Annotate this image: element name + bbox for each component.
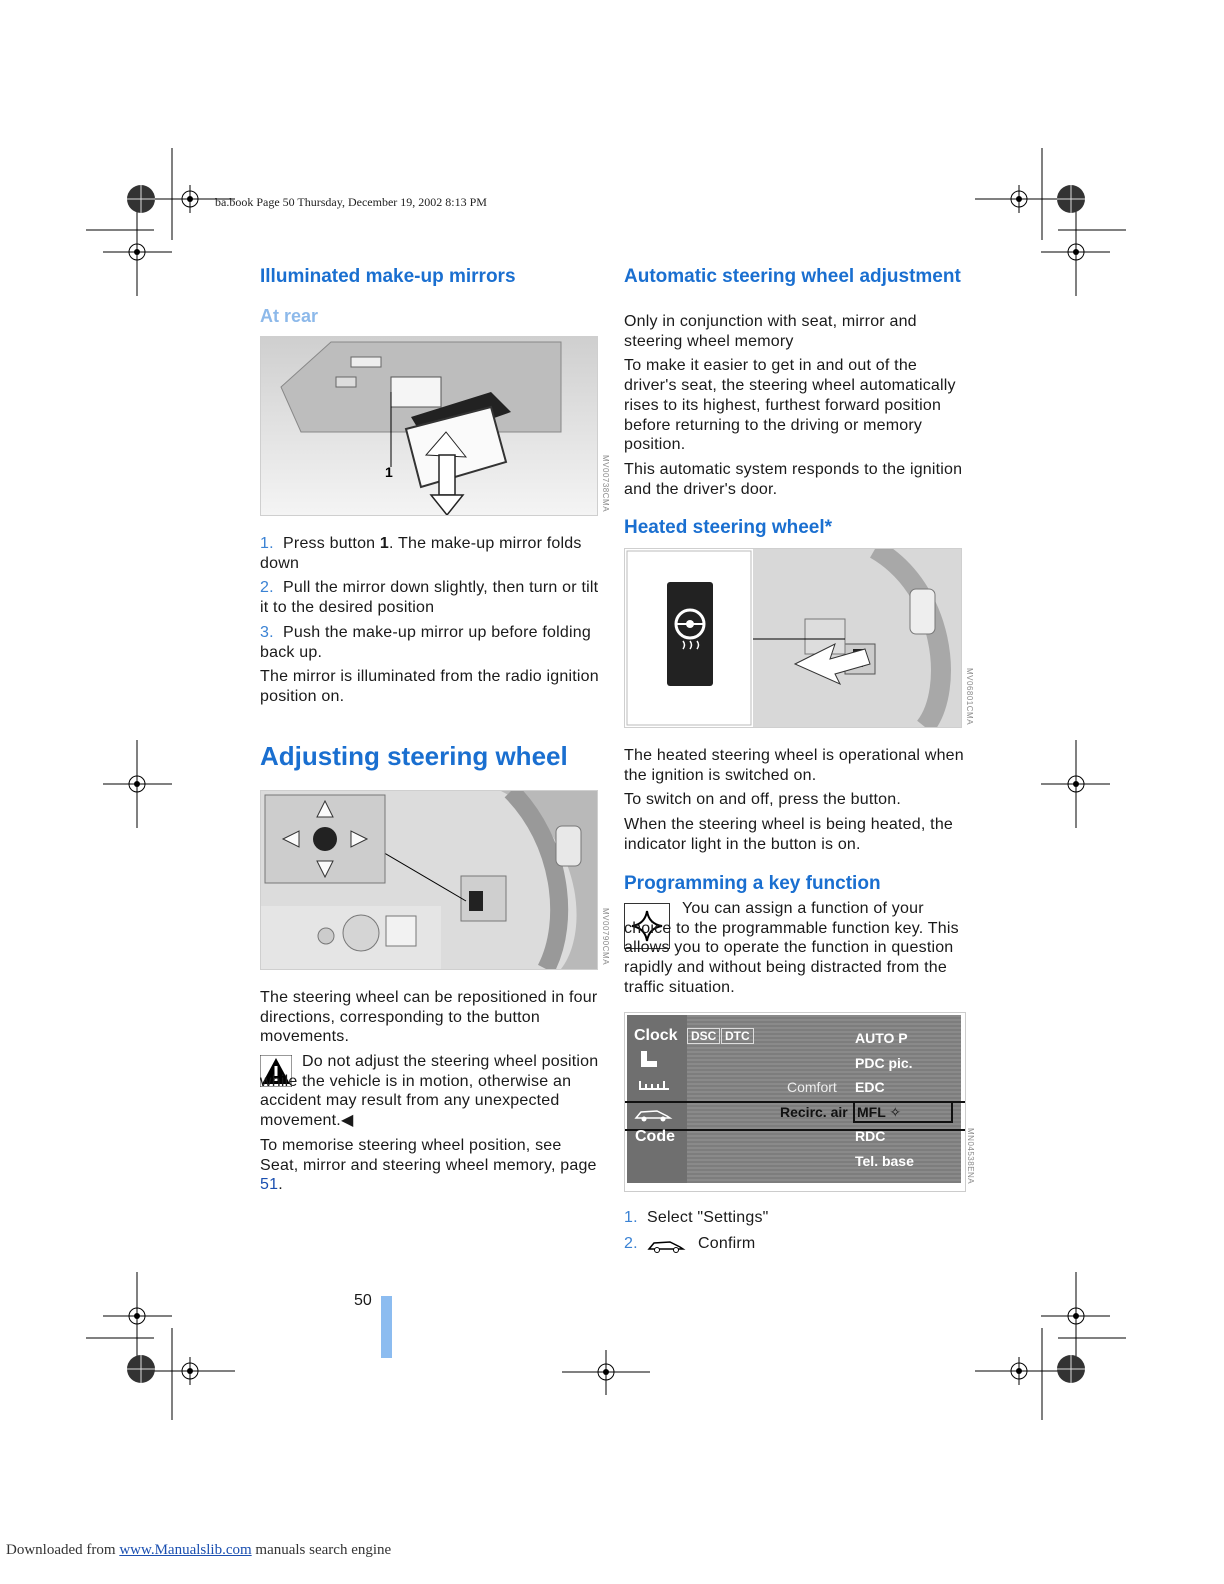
screen-auto-p[interactable]: AUTO P (855, 1030, 908, 1046)
download-footer (6, 1542, 391, 1559)
screen-mfl-label: MFL (857, 1104, 886, 1120)
settings-step-2 (624, 1234, 638, 1254)
screen-mfl[interactable] (853, 1101, 953, 1123)
screen-tel[interactable]: Tel. base (855, 1153, 914, 1169)
steering-illustration (261, 791, 597, 969)
steering-text: The steering wheel can be repositioned in four directions, corresponding to the button movements. (260, 989, 598, 1046)
memorise-post: . (278, 1176, 283, 1194)
step-number: 1. (624, 1209, 638, 1226)
settings-screen-figure (624, 1012, 966, 1192)
warning-body: Do not adjust the steering wheel position while the vehicle is in motion, otherwise an accident may result from any unexpected movement. (260, 1053, 599, 1130)
warning-text (260, 1052, 600, 1131)
screen-figure-code: MN04538ENA (966, 1128, 975, 1185)
memorise-text (260, 1136, 600, 1195)
print-header: ba.book Page 50 Thursday, December 19, 2002 8:13 PM (215, 195, 487, 209)
step-number: 1. (260, 535, 274, 552)
car-icon[interactable] (633, 1105, 673, 1123)
page-tab-bar (381, 1296, 392, 1358)
heated-p2: To switch on and off, press the button. (624, 791, 902, 809)
screen-pdc[interactable]: PDC pic. (855, 1055, 913, 1071)
footer-link[interactable]: www.Manualslib.com (119, 1542, 252, 1558)
page-link[interactable]: 51 (260, 1176, 279, 1194)
page-number: 50 (354, 1292, 372, 1309)
heated-text (624, 746, 964, 855)
screen-edc[interactable]: EDC (855, 1079, 885, 1095)
mfl-star-icon: ✧ (889, 1104, 902, 1120)
mirror-steps (260, 534, 600, 707)
auto-p2: To make it easier to get in and out of the driver's seat, the steering wheel automatically rises to its highest, furthest forward position before returning to the driving or memory position. (624, 357, 956, 454)
step-text-post: . The make-up mirror folds down (260, 535, 582, 572)
step-number: 2. (260, 579, 274, 597)
auto-p3: This automatic system responds to the ignition and the driver's door. (624, 460, 963, 498)
mirror-illustration (261, 337, 597, 515)
heated-figure (624, 548, 962, 728)
mirror-figure (260, 336, 598, 516)
end-mark: ◀ (340, 1112, 354, 1130)
mirror-note: The mirror is illuminated from the radio ignition position on. (260, 668, 599, 705)
heated-figure-code: MV06801CMA (965, 668, 974, 726)
settings-step-1 (624, 1208, 769, 1228)
mirror-button-callout: 1 (385, 464, 393, 480)
screen-clock[interactable]: Clock (634, 1027, 678, 1044)
step-button-ref: 1 (379, 535, 390, 552)
heated-p1: The heated steering wheel is operational when the ignition is switched on. (624, 747, 964, 784)
steering-figure-code: MV00790CMA (601, 908, 610, 966)
step-text: Select "Settings" (647, 1209, 769, 1226)
footer-pre: Downloaded from (6, 1542, 120, 1558)
ruler-icon (637, 1077, 671, 1091)
step-2 (260, 578, 600, 617)
confirm-text: Confirm (698, 1235, 756, 1252)
mirrors-title: Illuminated make-up mirrors (260, 266, 516, 287)
step-text: Push the make-up mirror up before folding back up. (260, 623, 591, 661)
screen-rdc[interactable]: RDC (855, 1128, 886, 1144)
step-text: Press button (283, 535, 380, 552)
screen-dtc[interactable]: DTC (721, 1028, 754, 1044)
auto-p1: Only in conjunction with seat, mirror and steering wheel memory (624, 313, 917, 350)
screen-dsc[interactable]: DSC (687, 1028, 720, 1044)
step-number: 3. (260, 623, 274, 641)
heated-title: Heated steering wheel* (624, 517, 833, 538)
screen-comfort[interactable]: Comfort (787, 1079, 837, 1095)
heated-p3: When the steering wheel is being heated, the indicator light in the button is on. (624, 816, 954, 853)
heated-illustration (625, 549, 961, 727)
auto-adjust-title: Automatic steering wheel adjustment (624, 266, 961, 287)
at-rear-subtitle: At rear (260, 306, 319, 326)
car-icon (646, 1236, 686, 1254)
seat-icon (637, 1049, 659, 1069)
programming-text: You can assign a function of your choice to the programmable function key. This allows you to operate the function in question rapidly and without being distracted from the traffic situation. (624, 900, 959, 996)
memorise-body: To memorise steering wheel position, see Seat, mirror and steering wheel memory, page (260, 1137, 597, 1174)
auto-adjust-text (624, 312, 964, 499)
screen-recirc[interactable]: Recirc. air (780, 1104, 848, 1120)
steering-title: Adjusting steering wheel (260, 741, 568, 771)
footer-post: manuals search engine (251, 1542, 392, 1558)
screen-code[interactable]: Code (635, 1128, 675, 1145)
step-text: Pull the mirror down slightly, then turn or tilt it to the desired position (260, 579, 599, 617)
step-1 (260, 534, 600, 573)
step-number: 2. (624, 1235, 638, 1252)
steering-figure (260, 790, 598, 970)
programming-title: Programming a key function (624, 873, 881, 894)
step-3 (260, 623, 600, 662)
mirror-figure-code: MV00738CMA (601, 455, 610, 513)
